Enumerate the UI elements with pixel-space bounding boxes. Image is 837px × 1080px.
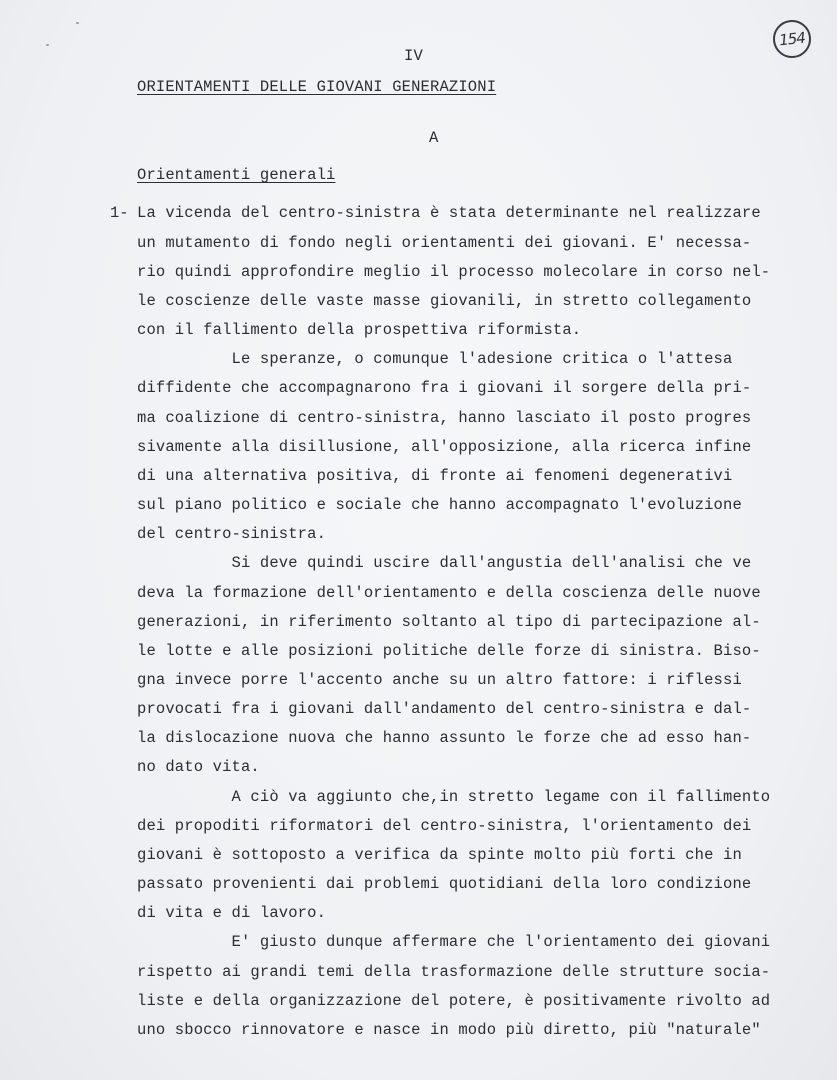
text-line: no dato vita. <box>137 758 260 776</box>
text-line: A ciò va aggiunto che,in stretto legame con il fallimento <box>137 788 771 806</box>
scan-speck <box>46 44 49 46</box>
section-letter: A <box>429 129 439 147</box>
text-line: La vicenda del centro-sinistra è stata determinante nel realizzare <box>137 204 761 222</box>
text-line: con il fallimento della prospettiva riformista. <box>137 321 582 339</box>
text-line: diffidente che accompagnarono fra i giovani il sorgere della pri- <box>137 379 752 397</box>
text-line: dei propoditi riformatori del centro-sinistra, l'orientamento dei <box>137 817 752 835</box>
text-line: del centro-sinistra. <box>137 525 327 543</box>
text-line: gna invece porre l'accento anche su un altro fattore: i riflessi <box>137 671 742 689</box>
text-line: Si deve quindi uscire dall'angustia dell'analisi che ve <box>137 554 752 572</box>
scan-speck <box>76 22 79 24</box>
page-number-stamp: 154 <box>771 18 813 60</box>
text-line: ma coalizione di centro-sinistra, hanno lasciato il posto progres <box>137 409 752 427</box>
text-line: un mutamento di fondo negli orientamenti dei giovani. E' necessa- <box>137 234 752 252</box>
text-line: liste e della organizzazione del potere, è positivamente rivolto ad <box>137 992 771 1010</box>
text-line: di una alternativa positiva, di fronte ai fenomeni degenerativi <box>137 467 733 485</box>
text-line: sivamente alla disillusione, all'opposizione, alla ricerca infine <box>137 438 752 456</box>
text-line: le coscienze delle vaste masse giovanili, in stretto collegamento <box>137 292 752 310</box>
text-line: giovani è sottoposto a verifica da spinte molto più forti che in <box>137 846 742 864</box>
text-line: di vita e di lavoro. <box>137 904 327 922</box>
item-number: 1- <box>110 204 129 222</box>
text-line: uno sbocco rinnovatore e nasce in modo più diretto, più "naturale" <box>137 1021 761 1039</box>
text-line: provocati fra i giovani dall'andamento del centro-sinistra e dal- <box>137 700 752 718</box>
text-line: deva la formazione dell'orientamento e della coscienza delle nuove <box>137 584 761 602</box>
section-title: Orientamenti generali <box>137 166 336 184</box>
text-line: rio quindi approfondire meglio il processo molecolare in corso nel- <box>137 263 771 281</box>
text-line: rispetto ai grandi temi della trasformazione delle strutture socia- <box>137 963 771 981</box>
text-line: generazioni, in riferimento soltanto al tipo di partecipazione al- <box>137 613 761 631</box>
text-line: sul piano politico e sociale che hanno accompagnato l'evoluzione <box>137 496 742 514</box>
text-line: passato provenienti dai problemi quotidiani della loro condizione <box>137 875 752 893</box>
text-line: Le speranze, o comunque l'adesione critica o l'attesa <box>137 350 733 368</box>
chapter-title: ORIENTAMENTI DELLE GIOVANI GENERAZIONI <box>137 78 497 96</box>
text-line: E' giusto dunque affermare che l'orientamento dei giovani <box>137 933 771 951</box>
text-line: la dislocazione nuova che hanno assunto le forze che ad esso han- <box>137 729 752 747</box>
chapter-number: IV <box>404 47 423 65</box>
text-line: le lotte e alle posizioni politiche delle forze di sinistra. Biso- <box>137 642 761 660</box>
